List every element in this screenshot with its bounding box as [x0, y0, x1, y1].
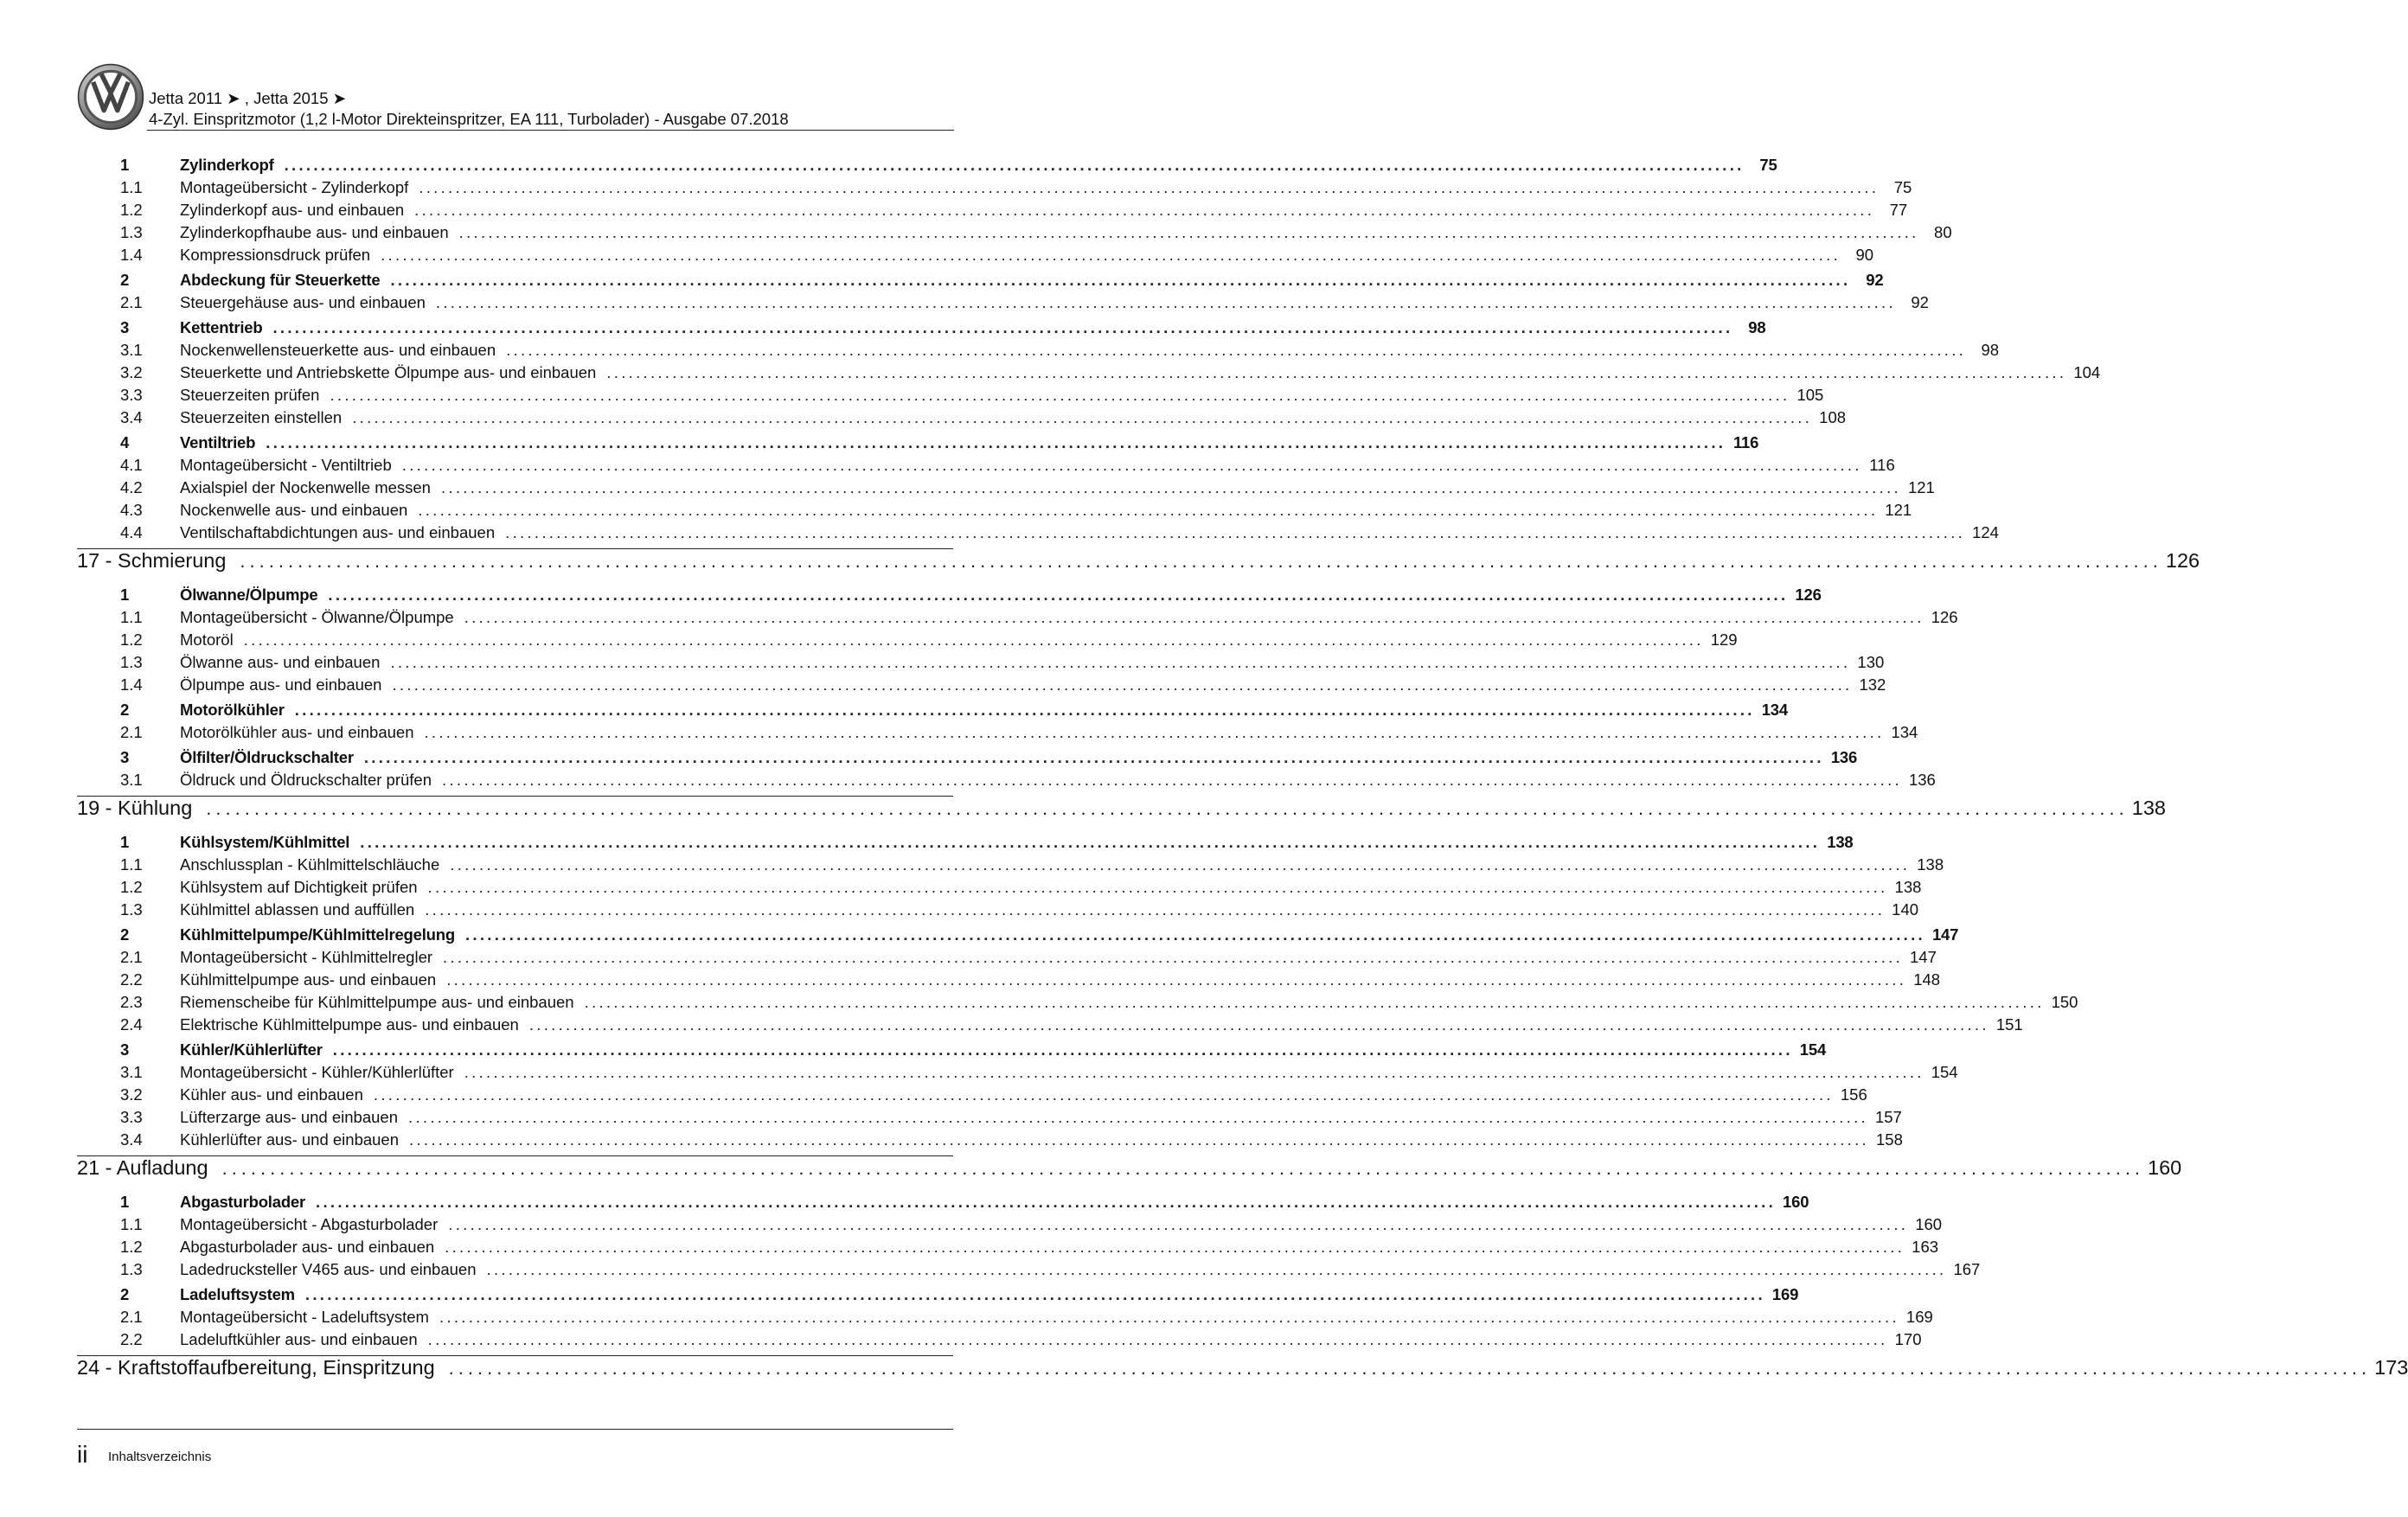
- toc-entry-page: 138: [2131, 797, 2166, 819]
- toc-entry-number: 2.1: [120, 293, 143, 311]
- toc-entry-number: 1.4: [120, 675, 143, 694]
- toc-entry-title: Axialspiel der Nockenwelle messen: [180, 478, 431, 496]
- toc-dot-leader: ........................................................................................................................................................................................................: [272, 318, 1733, 336]
- toc-dot-leader: ........................................................................................................................................................................................................: [352, 408, 1813, 426]
- toc-entry-page: 160: [1783, 1193, 1809, 1211]
- toc-entry-title: Kühlmittelpumpe aus- und einbauen: [180, 970, 437, 989]
- toc-entry-page: 132: [1859, 675, 1886, 694]
- toc-section[interactable]: [120, 586, 1822, 605]
- toc-section[interactable]: [120, 1285, 1799, 1304]
- toc-dot-leader: ........................................................................................................................................................................................................: [440, 478, 1901, 496]
- toc-section[interactable]: [120, 271, 1884, 290]
- toc-entry-page: 140: [1892, 900, 1919, 919]
- toc-entry-number: 3.3: [120, 386, 143, 404]
- toc-entry-number: 2: [120, 925, 130, 944]
- toc-entry-page: 98: [1748, 318, 1766, 336]
- toc-entry-title: Ölwanne/Ölpumpe: [180, 586, 318, 604]
- toc-dot-leader: ........................................................................................................................................................................................................: [304, 1285, 1765, 1303]
- toc-dot-leader: ........................................................................................................................................................................................................: [360, 833, 1821, 851]
- toc-entry-number: 4.4: [120, 523, 143, 541]
- toc-entry-number: 1.3: [120, 653, 143, 671]
- toc-entry-title: Öldruck und Öldruckschalter prüfen: [180, 771, 432, 789]
- toc-entry-number: 1: [120, 156, 130, 174]
- toc-entry-title: Ladeluftkühler aus- und einbauen: [180, 1330, 418, 1348]
- toc-entry-number: 1.3: [120, 1260, 143, 1278]
- toc-entry-page: 148: [1913, 970, 1941, 989]
- toc-dot-leader: ........................................................................................................................................................................................................: [332, 1040, 1793, 1059]
- toc-entry-page: 138: [1827, 833, 1854, 851]
- toc-entry-number: 1.2: [120, 201, 143, 219]
- toc-entry-page: 121: [1885, 501, 1912, 519]
- toc-entry-title: Kühlsystem/Kühlmittel: [180, 833, 350, 851]
- chapter-divider: [77, 1155, 953, 1156]
- toc-entry-title: Steuerkette und Antriebskette Ölpumpe aus- und einbauen: [180, 363, 597, 381]
- toc-dot-leader: ........................................................................................................................................................................................................: [373, 1085, 1834, 1104]
- toc-entry-title: Anschlussplan - Kühlmittelschläuche: [180, 855, 440, 874]
- toc-entry-number: 3.2: [120, 363, 143, 381]
- toc-entry-page: 108: [1819, 408, 1847, 426]
- toc-dot-leader: ........................................................................................................................................................................................................: [316, 1193, 1777, 1211]
- toc-entry-page: 130: [1857, 653, 1885, 671]
- chapter-divider: [77, 1355, 953, 1356]
- toc-entry-title: Abdeckung für Steuerkette: [180, 271, 381, 289]
- toc-chapter[interactable]: [77, 1156, 2182, 1180]
- toc-subsection[interactable]: [120, 386, 1824, 405]
- toc-entry-number: 2.4: [120, 1015, 143, 1034]
- toc-subsection[interactable]: [120, 653, 1885, 672]
- toc-dot-leader: ........................................................................................................................................................................................................: [486, 1260, 1947, 1278]
- toc-entry-number: 4: [120, 433, 130, 451]
- toc-entry-title: Kühlmittelpumpe/Kühlmittelregelung: [180, 925, 455, 944]
- toc-dot-leader: ........................................................................................................................................................................................................: [448, 1215, 1909, 1233]
- toc-dot-leader: ........................................................................................................................................................................................................: [528, 1015, 1989, 1034]
- toc-entry-number: 3.4: [120, 1130, 143, 1149]
- toc-entry-page: 126: [2165, 549, 2200, 572]
- toc-entry-title: Motoröl: [180, 630, 234, 649]
- toc-entry-page: 150: [2051, 993, 2078, 1011]
- toc-section[interactable]: [120, 748, 1858, 767]
- toc-entry-page: 90: [1855, 246, 1874, 264]
- toc-subsection[interactable]: [120, 363, 2101, 382]
- toc-entry-title: Ventilschaftabdichtungen aus- und einbauen: [180, 523, 496, 541]
- header-manual-title: 4-Zyl. Einspritzmotor (1,2 l-Motor Direkteinspritzer, EA 111, Turbolader) - Ausgabe 07.2018: [149, 110, 789, 128]
- toc-entry-number: 4.3: [120, 501, 143, 519]
- toc-entry-title: 24 - Kraftstoffaufbereitung, Einspritzung: [77, 1356, 435, 1379]
- toc-dot-leader: ........................................................................................................................................................................................................: [464, 608, 1924, 626]
- toc-dot-leader: ........................................................................................................................................................................................................: [435, 293, 1896, 311]
- toc-dot-leader: ........................................................................................................................................................................................................: [418, 501, 1879, 519]
- toc-dot-leader: ........................................................................................................................................................................................................: [584, 993, 2045, 1011]
- toc-entry-title: Kühler aus- und einbauen: [180, 1085, 363, 1104]
- toc-entry-title: Nockenwelle aus- und einbauen: [180, 501, 408, 519]
- toc-entry-page: 77: [1889, 201, 1908, 219]
- toc-entry-page: 104: [2073, 363, 2101, 381]
- toc-entry-page: 126: [1795, 586, 1822, 604]
- toc-entry-title: Kettentrieb: [180, 318, 263, 336]
- footer-label: Inhaltsverzeichnis: [108, 1450, 212, 1464]
- toc-entry-number: 1.1: [120, 608, 143, 626]
- toc-entry-page: 80: [1934, 223, 1952, 241]
- toc-dot-leader: ........................................................................................................................................................................................................: [266, 433, 1726, 451]
- toc-entry-title: Steuerzeiten prüfen: [180, 386, 320, 404]
- toc-subsection[interactable]: [120, 900, 1919, 919]
- toc-dot-leader: ........................................................................................................................................................................................................: [206, 797, 2129, 819]
- toc-subsection[interactable]: [120, 1215, 1943, 1234]
- toc-entry-number: 3: [120, 318, 130, 336]
- toc-dot-leader: ........................................................................................................................................................................................................: [330, 386, 1790, 404]
- chapter-divider: [77, 1429, 953, 1430]
- toc-subsection[interactable]: [120, 1015, 2023, 1034]
- toc-subsection[interactable]: [120, 223, 1952, 242]
- toc-entry-number: 2.2: [120, 970, 143, 989]
- toc-entry-page: 134: [1761, 701, 1788, 719]
- toc-entry-number: 3.4: [120, 408, 143, 426]
- toc-entry-page: 169: [1771, 1285, 1799, 1303]
- toc-entry-title: Steuerzeiten einstellen: [180, 408, 343, 426]
- toc-entry-page: 134: [1891, 723, 1918, 741]
- toc-subsection[interactable]: [120, 1260, 1981, 1279]
- toc-entry-page: 98: [1981, 341, 2000, 359]
- toc-entry-title: Lüfterzarge aus- und einbauen: [180, 1108, 398, 1126]
- toc-entry-title: Abgasturbolader aus- und einbauen: [180, 1238, 435, 1256]
- toc-entry-number: 1.1: [120, 855, 143, 874]
- toc-dot-leader: ........................................................................................................................................................................................................: [419, 178, 1880, 196]
- toc-entry-title: Ladedrucksteller V465 aus- und einbauen: [180, 1260, 477, 1278]
- toc-entry-number: 4.2: [120, 478, 143, 496]
- header-vehicle-models: Jetta 2011 ➤ , Jetta 2015 ➤: [149, 89, 347, 107]
- toc-dot-leader: ........................................................................................................................................................................................................: [443, 948, 1904, 966]
- toc-section[interactable]: [120, 925, 1959, 944]
- toc-entry-title: Ölfilter/Öldruckschalter: [180, 748, 354, 766]
- toc-entry-title: Montageübersicht - Kühlmittelregler: [180, 948, 433, 966]
- toc-section[interactable]: [120, 1040, 1827, 1059]
- toc-dot-leader: ........................................................................................................................................................................................................: [409, 1130, 1869, 1149]
- toc-dot-leader: ........................................................................................................................................................................................................: [439, 1308, 1899, 1326]
- toc-entry-title: 19 - Kühlung: [77, 797, 193, 819]
- toc-entry-title: Zylinderkopfhaube aus- und einbauen: [180, 223, 449, 241]
- toc-chapter[interactable]: [77, 1356, 2408, 1379]
- toc-entry-title: Motorölkühler aus- und einbauen: [180, 723, 414, 741]
- toc-dot-leader: ........................................................................................................................................................................................................: [446, 970, 1907, 989]
- toc-entry-title: Kühlsystem auf Dichtigkeit prüfen: [180, 878, 418, 896]
- toc-entry-page: 154: [1931, 1063, 1958, 1081]
- footer-page-number: ii: [77, 1441, 88, 1468]
- toc-entry-number: 2.2: [120, 1330, 143, 1348]
- toc-entry-title: Kompressionsdruck prüfen: [180, 246, 371, 264]
- toc-entry-page: 170: [1894, 1330, 1922, 1348]
- toc-entry-title: Ölwanne aus- und einbauen: [180, 653, 381, 671]
- toc-subsection[interactable]: [120, 1108, 1902, 1127]
- toc-entry-page: 154: [1799, 1040, 1827, 1059]
- toc-chapter[interactable]: [77, 549, 2200, 573]
- toc-subsection[interactable]: [120, 970, 1941, 989]
- toc-entry-title: Montageübersicht - Ladeluftsystem: [180, 1308, 429, 1326]
- toc-subsection[interactable]: [120, 178, 1912, 197]
- toc-subsection[interactable]: [120, 1308, 1933, 1327]
- toc-subsection[interactable]: [120, 341, 2000, 360]
- toc-section[interactable]: [120, 433, 1759, 452]
- toc-entry-number: 3.1: [120, 341, 143, 359]
- toc-entry-number: 2: [120, 1285, 130, 1303]
- toc-entry-number: 1.1: [120, 1215, 143, 1233]
- toc-entry-page: 138: [1917, 855, 1944, 874]
- toc-subsection[interactable]: [120, 855, 1944, 874]
- toc-entry-page: 136: [1908, 771, 1936, 789]
- toc-dot-leader: ........................................................................................................................................................................................................: [505, 523, 1966, 541]
- toc-entry-title: Montageübersicht - Ölwanne/Ölpumpe: [180, 608, 454, 626]
- toc-entry-page: 116: [1732, 433, 1759, 451]
- toc-entry-number: 1.2: [120, 878, 143, 896]
- toc-entry-page: 116: [1869, 456, 1895, 474]
- toc-entry-title: Kühlerlüfter aus- und einbauen: [180, 1130, 400, 1149]
- toc-entry-number: 3: [120, 748, 130, 766]
- toc-dot-leader: ........................................................................................................................................................................................................: [363, 748, 1824, 766]
- toc-entry-title: 17 - Schmierung: [77, 549, 227, 572]
- toc-dot-leader: ........................................................................................................................................................................................................: [442, 771, 1902, 789]
- toc-entry-number: 1.2: [120, 1238, 143, 1256]
- chapter-divider: [77, 548, 953, 549]
- toc-entry-number: 1.3: [120, 900, 143, 919]
- toc-dot-leader: ........................................................................................................................................................................................................: [425, 900, 1886, 919]
- toc-entry-title: Montageübersicht - Kühler/Kühlerlüfter: [180, 1063, 454, 1081]
- toc-dot-leader: ........................................................................................................................................................................................................: [448, 1357, 2372, 1379]
- toc-entry-page: 75: [1893, 178, 1912, 196]
- toc-entry-title: Montageübersicht - Ventiltrieb: [180, 456, 392, 474]
- toc-entry-number: 1.3: [120, 223, 143, 241]
- toc-entry-page: 163: [1912, 1238, 1939, 1256]
- toc-section[interactable]: [120, 701, 1788, 720]
- toc-entry-page: 147: [1931, 925, 1959, 944]
- toc-entry-page: 173: [2374, 1356, 2408, 1379]
- toc-entry-title: Kühlmittel ablassen und auffüllen: [180, 900, 415, 919]
- toc-entry-page: 75: [1759, 156, 1777, 174]
- toc-dot-leader: ........................................................................................................................................................................................................: [328, 586, 1789, 604]
- toc-entry-title: Zylinderkopf aus- und einbauen: [180, 201, 405, 219]
- toc-dot-leader: ........................................................................................................................................................................................................: [414, 201, 1875, 219]
- toc-section[interactable]: [120, 156, 1777, 175]
- toc-dot-leader: ........................................................................................................................................................................................................: [506, 341, 1967, 359]
- toc-entry-page: 105: [1796, 386, 1824, 404]
- toc-subsection[interactable]: [120, 201, 1908, 220]
- toc-subsection[interactable]: [120, 1130, 1903, 1149]
- toc-entry-title: Nockenwellensteuerkette aus- und einbauen: [180, 341, 496, 359]
- toc-entry-number: 3.2: [120, 1085, 143, 1104]
- header-divider: [147, 130, 954, 131]
- toc-subsection[interactable]: [120, 456, 1895, 475]
- toc-section[interactable]: [120, 833, 1854, 852]
- toc-dot-leader: ........................................................................................................................................................................................................: [424, 723, 1885, 741]
- toc-subsection[interactable]: [120, 1330, 1922, 1349]
- toc-dot-leader: ........................................................................................................................................................................................................: [392, 675, 1853, 694]
- toc-entry-title: Steuergehäuse aus- und einbauen: [180, 293, 426, 311]
- toc-subsection[interactable]: [120, 608, 1958, 627]
- toc-entry-number: 2: [120, 701, 130, 719]
- toc-entry-number: 3.3: [120, 1108, 143, 1126]
- toc-dot-leader: ........................................................................................................................................................................................................: [464, 1063, 1924, 1081]
- toc-section[interactable]: [120, 318, 1766, 337]
- toc-entry-number: 2: [120, 271, 130, 289]
- toc-dot-leader: ........................................................................................................................................................................................................: [294, 701, 1755, 719]
- toc-entry-number: 3.1: [120, 1063, 143, 1081]
- toc-entry-title: Montageübersicht - Zylinderkopf: [180, 178, 409, 196]
- toc-dot-leader: ........................................................................................................................................................................................................: [450, 855, 1911, 874]
- toc-dot-leader: ........................................................................................................................................................................................................: [240, 550, 2162, 572]
- toc-entry-page: 147: [1910, 948, 1937, 966]
- toc-subsection[interactable]: [120, 246, 1874, 265]
- toc-entry-page: 151: [1995, 1015, 2023, 1034]
- toc-entry-page: 138: [1894, 878, 1922, 896]
- toc-entry-title: Riemenscheibe für Kühlmittelpumpe aus- und einbauen: [180, 993, 574, 1011]
- toc-dot-leader: ........................................................................................................................................................................................................: [408, 1108, 1868, 1126]
- toc-subsection[interactable]: [120, 948, 1937, 967]
- toc-entry-number: 1: [120, 833, 130, 851]
- toc-dot-leader: ........................................................................................................................................................................................................: [606, 363, 2067, 381]
- toc-entry-page: 124: [1972, 523, 1999, 541]
- toc-subsection[interactable]: [120, 408, 1847, 427]
- toc-entry-title: Kühler/Kühlerlüfter: [180, 1040, 323, 1059]
- toc-dot-leader: ........................................................................................................................................................................................................: [243, 630, 1704, 649]
- toc-entry-title: Ventiltrieb: [180, 433, 256, 451]
- toc-dot-leader: ........................................................................................................................................................................................................: [427, 1330, 1888, 1348]
- toc-subsection[interactable]: [120, 630, 1738, 650]
- toc-dot-leader: ........................................................................................................................................................................................................: [381, 246, 1841, 264]
- toc-entry-number: 3: [120, 1040, 130, 1059]
- toc-subsection[interactable]: [120, 501, 1912, 520]
- toc-entry-title: Motorölkühler: [180, 701, 285, 719]
- toc-subsection[interactable]: [120, 478, 1935, 497]
- toc-entry-page: 126: [1931, 608, 1958, 626]
- toc-entry-number: 2.1: [120, 948, 143, 966]
- toc-dot-leader: ........................................................................................................................................................................................................: [445, 1238, 1905, 1256]
- toc-subsection[interactable]: [120, 993, 2078, 1012]
- toc-entry-number: 1.2: [120, 630, 143, 649]
- toc-entry-page: 158: [1876, 1130, 1903, 1149]
- volkswagen-logo: [77, 63, 144, 131]
- toc-entry-page: 157: [1874, 1108, 1902, 1126]
- toc-subsection[interactable]: [120, 1238, 1939, 1257]
- toc-entry-page: 121: [1907, 478, 1935, 496]
- toc-entry-title: Abgasturbolader: [180, 1193, 306, 1211]
- toc-entry-page: 167: [1953, 1260, 1981, 1278]
- toc-entry-page: 160: [1915, 1215, 1943, 1233]
- toc-entry-number: 1: [120, 586, 130, 604]
- toc-entry-number: 4.1: [120, 456, 143, 474]
- toc-subsection[interactable]: [120, 523, 1999, 542]
- toc-entry-page: 160: [2148, 1156, 2182, 1179]
- toc-entry-number: 2.3: [120, 993, 143, 1011]
- toc-subsection[interactable]: [120, 1063, 1958, 1082]
- toc-entry-title: Elektrische Kühlmittelpumpe aus- und einbauen: [180, 1015, 519, 1034]
- toc-entry-title: Montageübersicht - Abgasturbolader: [180, 1215, 439, 1233]
- chapter-divider: [77, 796, 953, 797]
- toc-entry-title: Zylinderkopf: [180, 156, 274, 174]
- toc-entry-number: 1.1: [120, 178, 143, 196]
- toc-entry-page: 169: [1905, 1308, 1933, 1326]
- toc-entry-number: 3.1: [120, 771, 143, 789]
- toc-entry-page: 129: [1710, 630, 1738, 649]
- toc-entry-number: 2.1: [120, 1308, 143, 1326]
- toc-entry-page: 136: [1830, 748, 1858, 766]
- toc-entry-number: 1.4: [120, 246, 143, 264]
- toc-entry-title: 21 - Aufladung: [77, 1156, 208, 1179]
- toc-subsection[interactable]: [120, 293, 1929, 312]
- toc-dot-leader: ........................................................................................................................................................................................................: [390, 653, 1851, 671]
- toc-entry-number: 1: [120, 1193, 130, 1211]
- toc-dot-leader: ........................................................................................................................................................................................................: [284, 156, 1745, 174]
- toc-subsection[interactable]: [120, 771, 1936, 790]
- toc-entry-page: 156: [1840, 1085, 1867, 1104]
- toc-section[interactable]: [120, 1193, 1809, 1212]
- toc-dot-leader: ........................................................................................................................................................................................................: [464, 925, 1925, 944]
- toc-dot-leader: ........................................................................................................................................................................................................: [401, 456, 1862, 474]
- toc-dot-leader: ........................................................................................................................................................................................................: [221, 1157, 2145, 1179]
- toc-entry-page: 92: [1866, 271, 1884, 289]
- toc-dot-leader: ........................................................................................................................................................................................................: [427, 878, 1888, 896]
- toc-entry-number: 2.1: [120, 723, 143, 741]
- toc-subsection[interactable]: [120, 878, 1922, 897]
- toc-subsection[interactable]: [120, 675, 1886, 694]
- toc-subsection[interactable]: [120, 723, 1918, 742]
- toc-chapter[interactable]: [77, 797, 2166, 820]
- toc-entry-title: Ölpumpe aus- und einbauen: [180, 675, 382, 694]
- toc-subsection[interactable]: [120, 1085, 1867, 1104]
- toc-dot-leader: ........................................................................................................................................................................................................: [458, 223, 1919, 241]
- toc-entry-title: Ladeluftsystem: [180, 1285, 295, 1303]
- toc-dot-leader: ........................................................................................................................................................................................................: [390, 271, 1851, 289]
- toc-entry-page: 92: [1911, 293, 1929, 311]
